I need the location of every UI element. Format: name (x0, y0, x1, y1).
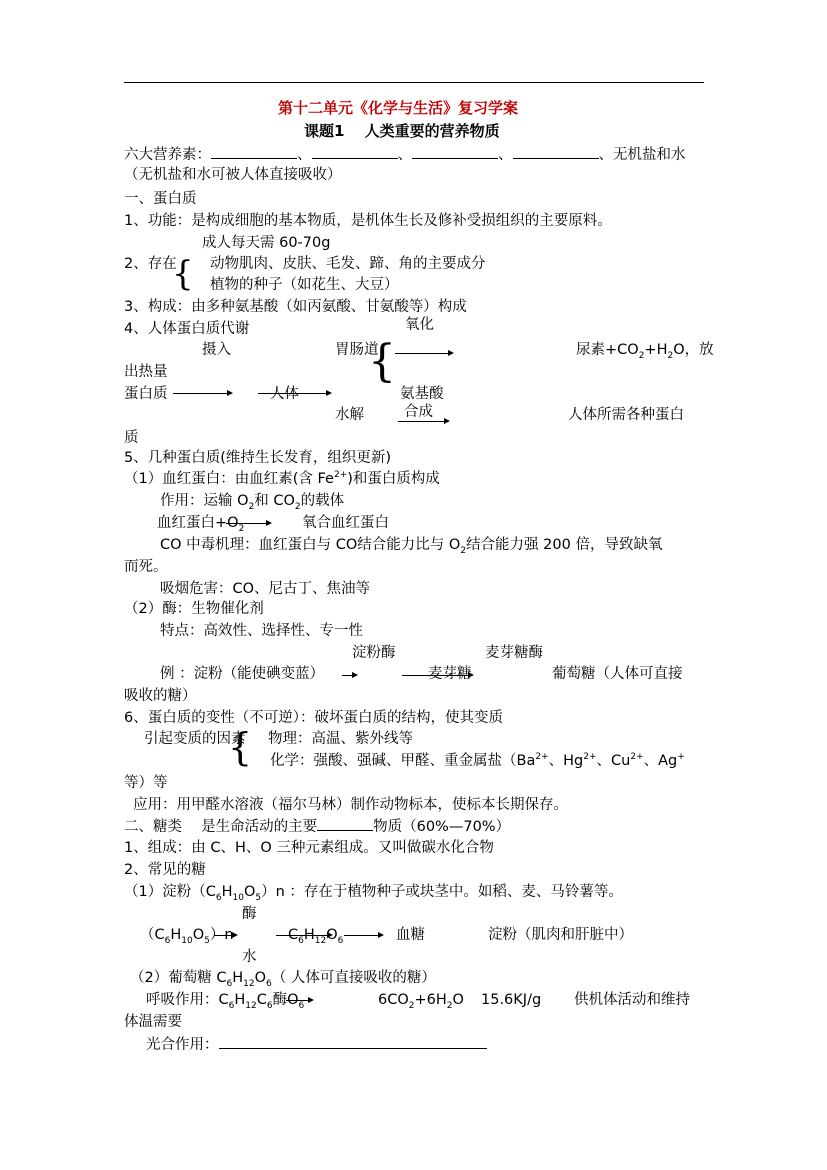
chemical-factors-cont: 等）等 (124, 775, 168, 791)
intake-label: 摄入 (202, 342, 231, 358)
arrow (276, 935, 331, 936)
need-line: 人体所需各种蛋白 (568, 407, 684, 423)
hemoglobin-use: 作用：运输 $O_2$和 $CO_2$的载体 (160, 493, 345, 512)
heat-line: 出热量 (124, 364, 168, 380)
amino-label: 氨基酸 (400, 386, 444, 402)
hemoglobin-line: （1）血红蛋白：由血红素(含 $Fe^{2+}$)和蛋白质构成 (124, 470, 440, 487)
sugar-heading: 二、糖类 是生命活动的主要 物质（60%—70%） (124, 816, 510, 837)
glucose-line: （2）葡萄糖 $C_6H_{12}O_6$（ 人体可直接吸收的糖） (130, 970, 436, 989)
gut-label: 胃肠道 (335, 342, 379, 358)
enzyme-features: 特点：高效性、选择性、专一性 (160, 623, 363, 639)
example-line: 例 ：淀粉（能使碘变蓝） (160, 666, 325, 682)
glucose-label: 葡萄糖（人体可直接 (552, 666, 683, 682)
lesson-title: 课题1 人类重要的营养物质 (304, 122, 500, 140)
daily-need: 成人每天需 60-70g (202, 235, 331, 251)
hemoglobin-eq-right: 氧合血红蛋白 (302, 515, 389, 531)
need-line-cont: 质 (124, 430, 139, 446)
metabolism-heading: 4、人体蛋白质代谢 (124, 321, 250, 337)
function-line: 1、功能：是构成细胞的基本物质，是机体生长及修补受损组织的主要原料。 (124, 213, 612, 229)
arrow (344, 935, 382, 936)
brace: { (172, 254, 194, 294)
respiration-products: $6CO_2+6H_2O$ (378, 992, 464, 1011)
chemical-factors: 化学：强酸、强碱、甲醛、重金属盐（$Ba^{2+}$、$Hg^{2+}$、$Cu^{2+}$、Ag+ (270, 752, 685, 769)
brace: { (368, 336, 396, 387)
answer-blank[interactable] (211, 144, 297, 159)
photosynthesis-line: 光合作用： (146, 1034, 487, 1055)
brace: { (228, 725, 253, 769)
arrow (173, 393, 231, 394)
starch-line: （1）淀粉$(C_6H_{10}O_5)n$ ：存在于植物种子或块茎中。如稻、麦、马铃薯等。 (124, 884, 623, 903)
denaturation-line: 6、蛋白质的变性（不可逆）：破坏蛋白质的结构，使其变质 (124, 710, 503, 726)
exist-item: 植物的种子（如花生、大豆） (210, 277, 399, 293)
kinds-line: 5、几种蛋白质(维持生长发育，组织更新) (124, 450, 392, 466)
exist-item: 动物肌肉、皮肤、毛发、蹄、角的主要成分 (210, 256, 486, 272)
sugar-composition: 1、组成：由 C、H、O 三种元素组成。又叫做碳水化合物 (124, 840, 494, 856)
section-heading: 一、蛋白质 (124, 191, 197, 207)
nutrients-note: （无机盐和水可被人体直接吸收） (124, 167, 342, 183)
amylase-label: 淀粉酶 (352, 645, 396, 661)
answer-blank[interactable] (312, 144, 398, 159)
respiration-use-cont: 体温需要 (124, 1014, 182, 1030)
physical-factors: 物理：高温、紫外线等 (268, 731, 413, 747)
nutrients-line: 六大营养素： 、 、 、 、无机盐和水 (124, 144, 686, 165)
respiration-line: 呼吸作用：$C_6H_{12}C_6$酶$O_6$ (146, 992, 305, 1011)
answer-blank[interactable] (317, 816, 373, 831)
arrow (286, 1000, 312, 1001)
hydrolysis-label: 水解 (335, 407, 364, 423)
arrow (226, 523, 270, 524)
blood-sugar: 血糖 (396, 927, 425, 943)
arrow (395, 353, 452, 354)
starch-eq-mid: $C_6H_{12}O_6$ (288, 927, 344, 946)
enzyme-line: （2）酶：生物催化剂 (124, 601, 264, 617)
maltose-label: 麦芽糖 (428, 666, 472, 682)
answer-blank[interactable] (219, 1034, 487, 1049)
common-sugars: 2、常见的糖 (124, 862, 206, 878)
co-poison-line: CO 中毒机理：血红蛋白与 CO结合能力比与 $O_2$结合能力强 200 倍，导致缺氧 (160, 537, 663, 556)
application-line: 应用：用甲醛水溶液（福尔马林）制作动物标本，使标本长期保存。 (133, 797, 568, 813)
maltase-label: 麦芽糖酶 (485, 645, 543, 661)
energy-value: 15.6KJ/g (481, 992, 542, 1008)
nutrients-label: 六大营养素： (124, 147, 211, 163)
co-poison-cont: 而死。 (124, 559, 168, 575)
product-line: 尿素$+CO_2+H_2O$，放 (576, 342, 714, 361)
water-label: 水 (242, 949, 257, 965)
answer-blank[interactable] (513, 144, 599, 159)
answer-blank[interactable] (412, 144, 498, 159)
smoking-line: 吸烟危害：CO、尼古丁、焦油等 (160, 581, 371, 597)
starch-eq-left: $(C_6H_{10}O_5)n$ (140, 927, 234, 946)
glucose-cont: 吸收的糖） (124, 688, 197, 704)
arrow (342, 675, 356, 676)
header-rule (124, 82, 704, 83)
glycogen-label: 淀粉（肌肉和肝脏中） (488, 927, 633, 943)
unit-title: 第十二单元《化学与生活》复习学案 (278, 99, 519, 117)
denaturation-cause: 引起变质的因素 (144, 731, 246, 747)
oxidation-label: 氧化 (405, 317, 434, 333)
respiration-use: 供机体活动和维持 (574, 992, 690, 1008)
enzyme-label: 酶 (242, 906, 257, 922)
composition-line: 3、构成：由多种氨基酸（如丙氨酸、甘氨酸等）构成 (124, 299, 467, 315)
body-label: 人体 (270, 386, 299, 402)
protein-label: 蛋白质 (124, 386, 168, 402)
hemoglobin-eq-left: 血红蛋白$+O_2$ (157, 515, 245, 534)
synthesis-label: 合成 (404, 404, 433, 420)
arrow (398, 421, 448, 422)
arrow (402, 675, 472, 676)
arrow (214, 935, 236, 936)
arrow (258, 393, 330, 394)
exist-label: 2、存在 (124, 256, 177, 272)
